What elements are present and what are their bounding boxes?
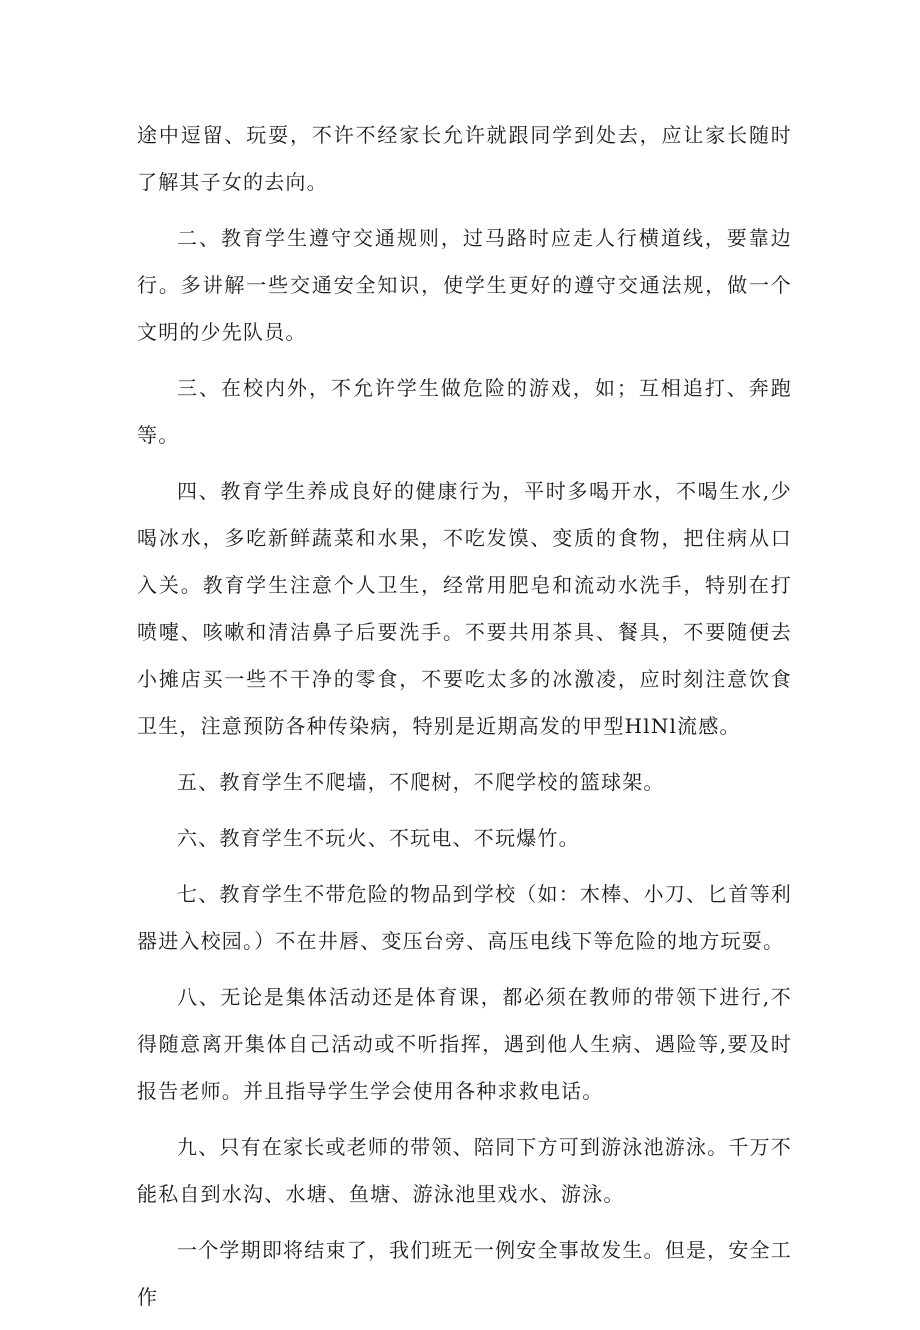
paragraph-item-5: 五、教育学生不爬墙，不爬树，不爬学校的篮球架。 xyxy=(177,770,665,794)
paragraph-item-6: 六、教育学生不玩火、不玩电、不玩爆竹。 xyxy=(177,826,580,850)
paragraph-summary: 一个学期即将结束了，我们班无一例安全事故发生。但是，安全工作 xyxy=(137,1238,792,1309)
paragraph-continuation: 途中逗留、玩耍，不许不经家长允许就跟同学到处去，应让家长随时了解其子女的去向。 xyxy=(137,123,792,194)
paragraph-item-8: 八、无论是集体活动还是体育课，都必须在教师的带领下进行,不得随意离开集体自己活动或不听指挥，遇到他人生病、遇险等,要及时报告老师。并且指导学生学会使用各种求救电话。 xyxy=(137,985,792,1103)
paragraph-item-4: 四、教育学生养成良好的健康行为，平时多喝开水，不喝生水,少喝冰水，多吃新鲜蔬菜和水果，不吃发馍、变质的食物，把住病从口入关。教育学生注意个人卫生，经常用肥皂和流动水洗手，特别在打喷嚏、咳嗽和清洁鼻子后要洗手。不要共用茶具、餐具，不要随便去小摊店买一些不干净的零食，不要吃太多的冰激凌，应时刻注意饮食卫生，注意预防各种传染病，特别是近期高发的甲型HlNl流感。 xyxy=(137,479,792,738)
paragraph-item-2: 二、教育学生遵守交通规则，过马路时应走人行横道线，要靠边行。多讲解一些交通安全知识，使学生更好的遵守交通法规，做一个文明的少先队员。 xyxy=(137,226,792,344)
paragraph-item-9: 九、只有在家长或老师的带领、陪同下方可到游泳池游泳。千万不能私自到水沟、水塘、鱼塘、游泳池里戏水、游泳。 xyxy=(137,1135,792,1206)
paragraph-item-7: 七、教育学生不带危险的物品到学校（如：木棒、小刀、匕首等利器进入校园。）不在井唇、变压台旁、高压电线下等危险的地方玩耍。 xyxy=(137,882,792,953)
paragraph-item-3: 三、在校内外，不允许学生做危险的游戏，如；互相追打、奔跑等。 xyxy=(137,376,792,447)
document-body xyxy=(137,112,792,1330)
